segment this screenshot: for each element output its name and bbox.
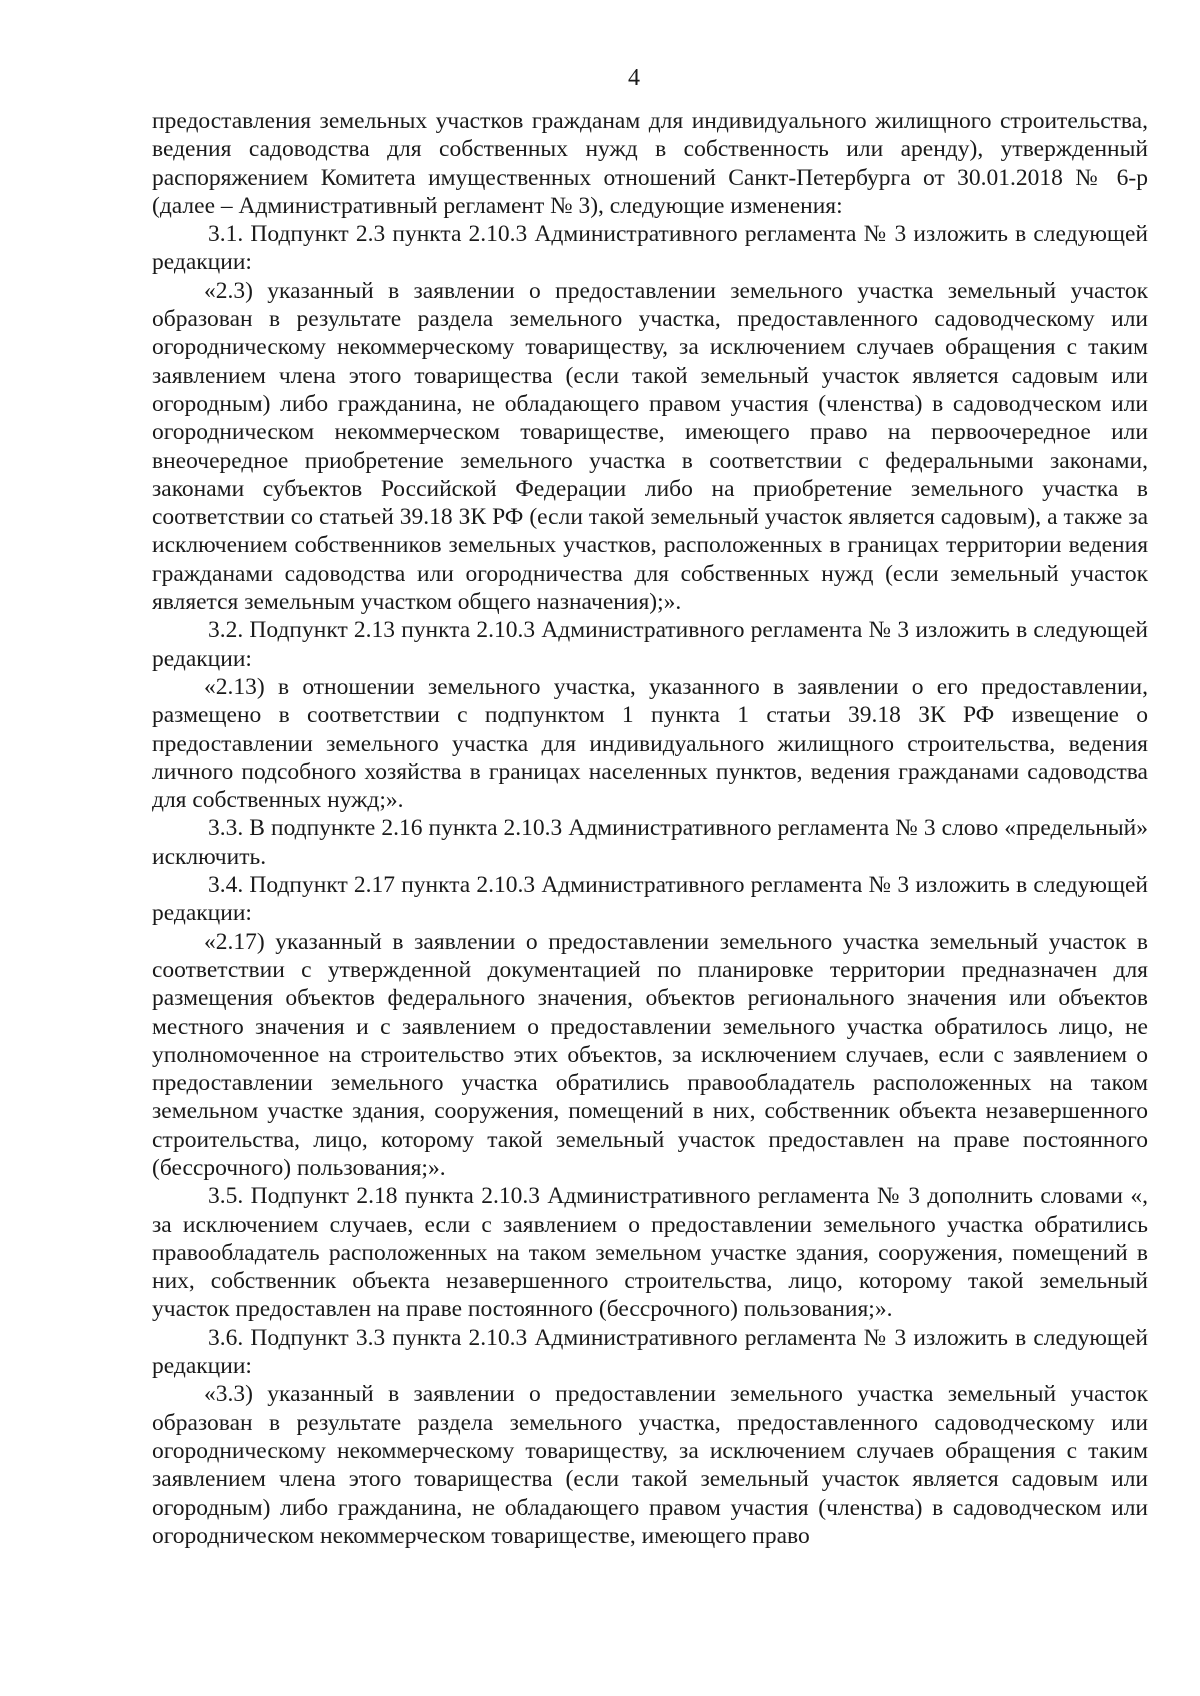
paragraph-item-3-5: 3.5. Подпункт 2.18 пункта 2.10.3 Административного регламента № 3 дополнить словами «, за исключением случаев, если с заявлением о предоставлении земельного участка обратились правообладатель расположенных на таком земельном участке здания, сооружения, помещений в них, собственник объекта незавершенного строительства, лицо, которому такой земельный участок предоставлен на праве постоянного (бессрочного) пользования;». <box>152 1183 1148 1323</box>
paragraph-quote-3-3: «3.3) указанный в заявлении о предоставлении земельного участка земельный участок образован в результате раздела земельного участка, предоставленного садоводческому или огородническому некоммерческому товариществу, за исключением случаев обращения с таким заявлением члена этого товарищества (если такой земельный участок является садовым или огородным) либо гражданина, не обладающего правом участия (членства) в садоводческом или огородническом некоммерческом товариществе, имеющего право <box>152 1381 1148 1549</box>
document-body <box>152 107 1148 1550</box>
paragraph-item-3-6: 3.6. Подпункт 3.3 пункта 2.10.3 Административного регламента № 3 изложить в следующей редакции: <box>152 1324 1148 1380</box>
paragraph-quote-2-3: «2.3) указанный в заявлении о предоставлении земельного участка земельный участок образован в результате раздела земельного участка, предоставленного садоводческому или огородническому некоммерческому товариществу, за исключением случаев обращения с таким заявлением члена этого товарищества (если такой земельный участок является садовым или огородным) либо гражданина, не обладающего правом участия (членства) в садоводческом или огородническом некоммерческом товариществе, имеющего право на первоочередное или внеочередное приобретение земельного участка в соответствии с федеральными законами, законами субъектов Российской Федерации либо на приобретение земельного участка в соответствии со статьей 39.18 ЗК РФ (если такой земельный участок является садовым), а также за исключением собственников земельных участков, расположенных в границах территории ведения гражданами садоводства или огородничества для собственных нужд (если земельный участок является земельным участком общего назначения);». <box>152 277 1148 616</box>
page-number: 4 <box>628 65 640 91</box>
paragraph-quote-2-17: «2.17) указанный в заявлении о предоставлении земельного участка земельный участок в соответствии с утвержденной документацией по планировке территории предназначен для размещения объектов федерального значения, объектов регионального значения или объектов местного значения и с заявлением о предоставлении земельного участка обратилось лицо, не уполномоченное на строительство этих объектов, за исключением случаев, если с заявлением о предоставлении земельного участка обратились правообладатель расположенных на таком земельном участке здания, сооружения, помещений в них, собственник объекта незавершенного строительства, лицо, которому такой земельный участок предоставлен на праве постоянного (бессрочного) пользования;». <box>152 928 1148 1181</box>
paragraph-item-3-3: 3.3. В подпункте 2.16 пункта 2.10.3 Административного регламента № 3 слово «предельный» исключить. <box>152 815 1148 870</box>
paragraph-intro: предоставления земельных участков гражданам для индивидуального жилищного строительства, ведения садоводства для собственных нужд в собственность или аренду), утвержденный распоряжением Комитета имущественных отношений Санкт-Петербурга от 30.01.2018 № 6-р (далее – Административный регламент № 3), следующие изменения: <box>152 108 1148 219</box>
paragraph-item-3-4: 3.4. Подпункт 2.17 пункта 2.10.3 Административного регламента № 3 изложить в следующей редакции: <box>152 872 1148 927</box>
paragraph-item-3-2: 3.2. Подпункт 2.13 пункта 2.10.3 Административного регламента № 3 изложить в следующей редакции: <box>152 617 1148 672</box>
paragraph-quote-2-13: «2.13) в отношении земельного участка, указанного в заявлении о его предоставлении, размещено в соответствии с подпунктом 1 пункта 1 статьи 39.18 ЗК РФ извещение о предоставлении земельного участка для индивидуального жилищного строительства, ведения личного подсобного хозяйства в границах населенных пунктов, ведения гражданами садоводства для собственных нужд;». <box>152 673 1148 814</box>
paragraph-item-3-1: 3.1. Подпункт 2.3 пункта 2.10.3 Административного регламента № 3 изложить в следующей редакции: <box>152 221 1148 276</box>
